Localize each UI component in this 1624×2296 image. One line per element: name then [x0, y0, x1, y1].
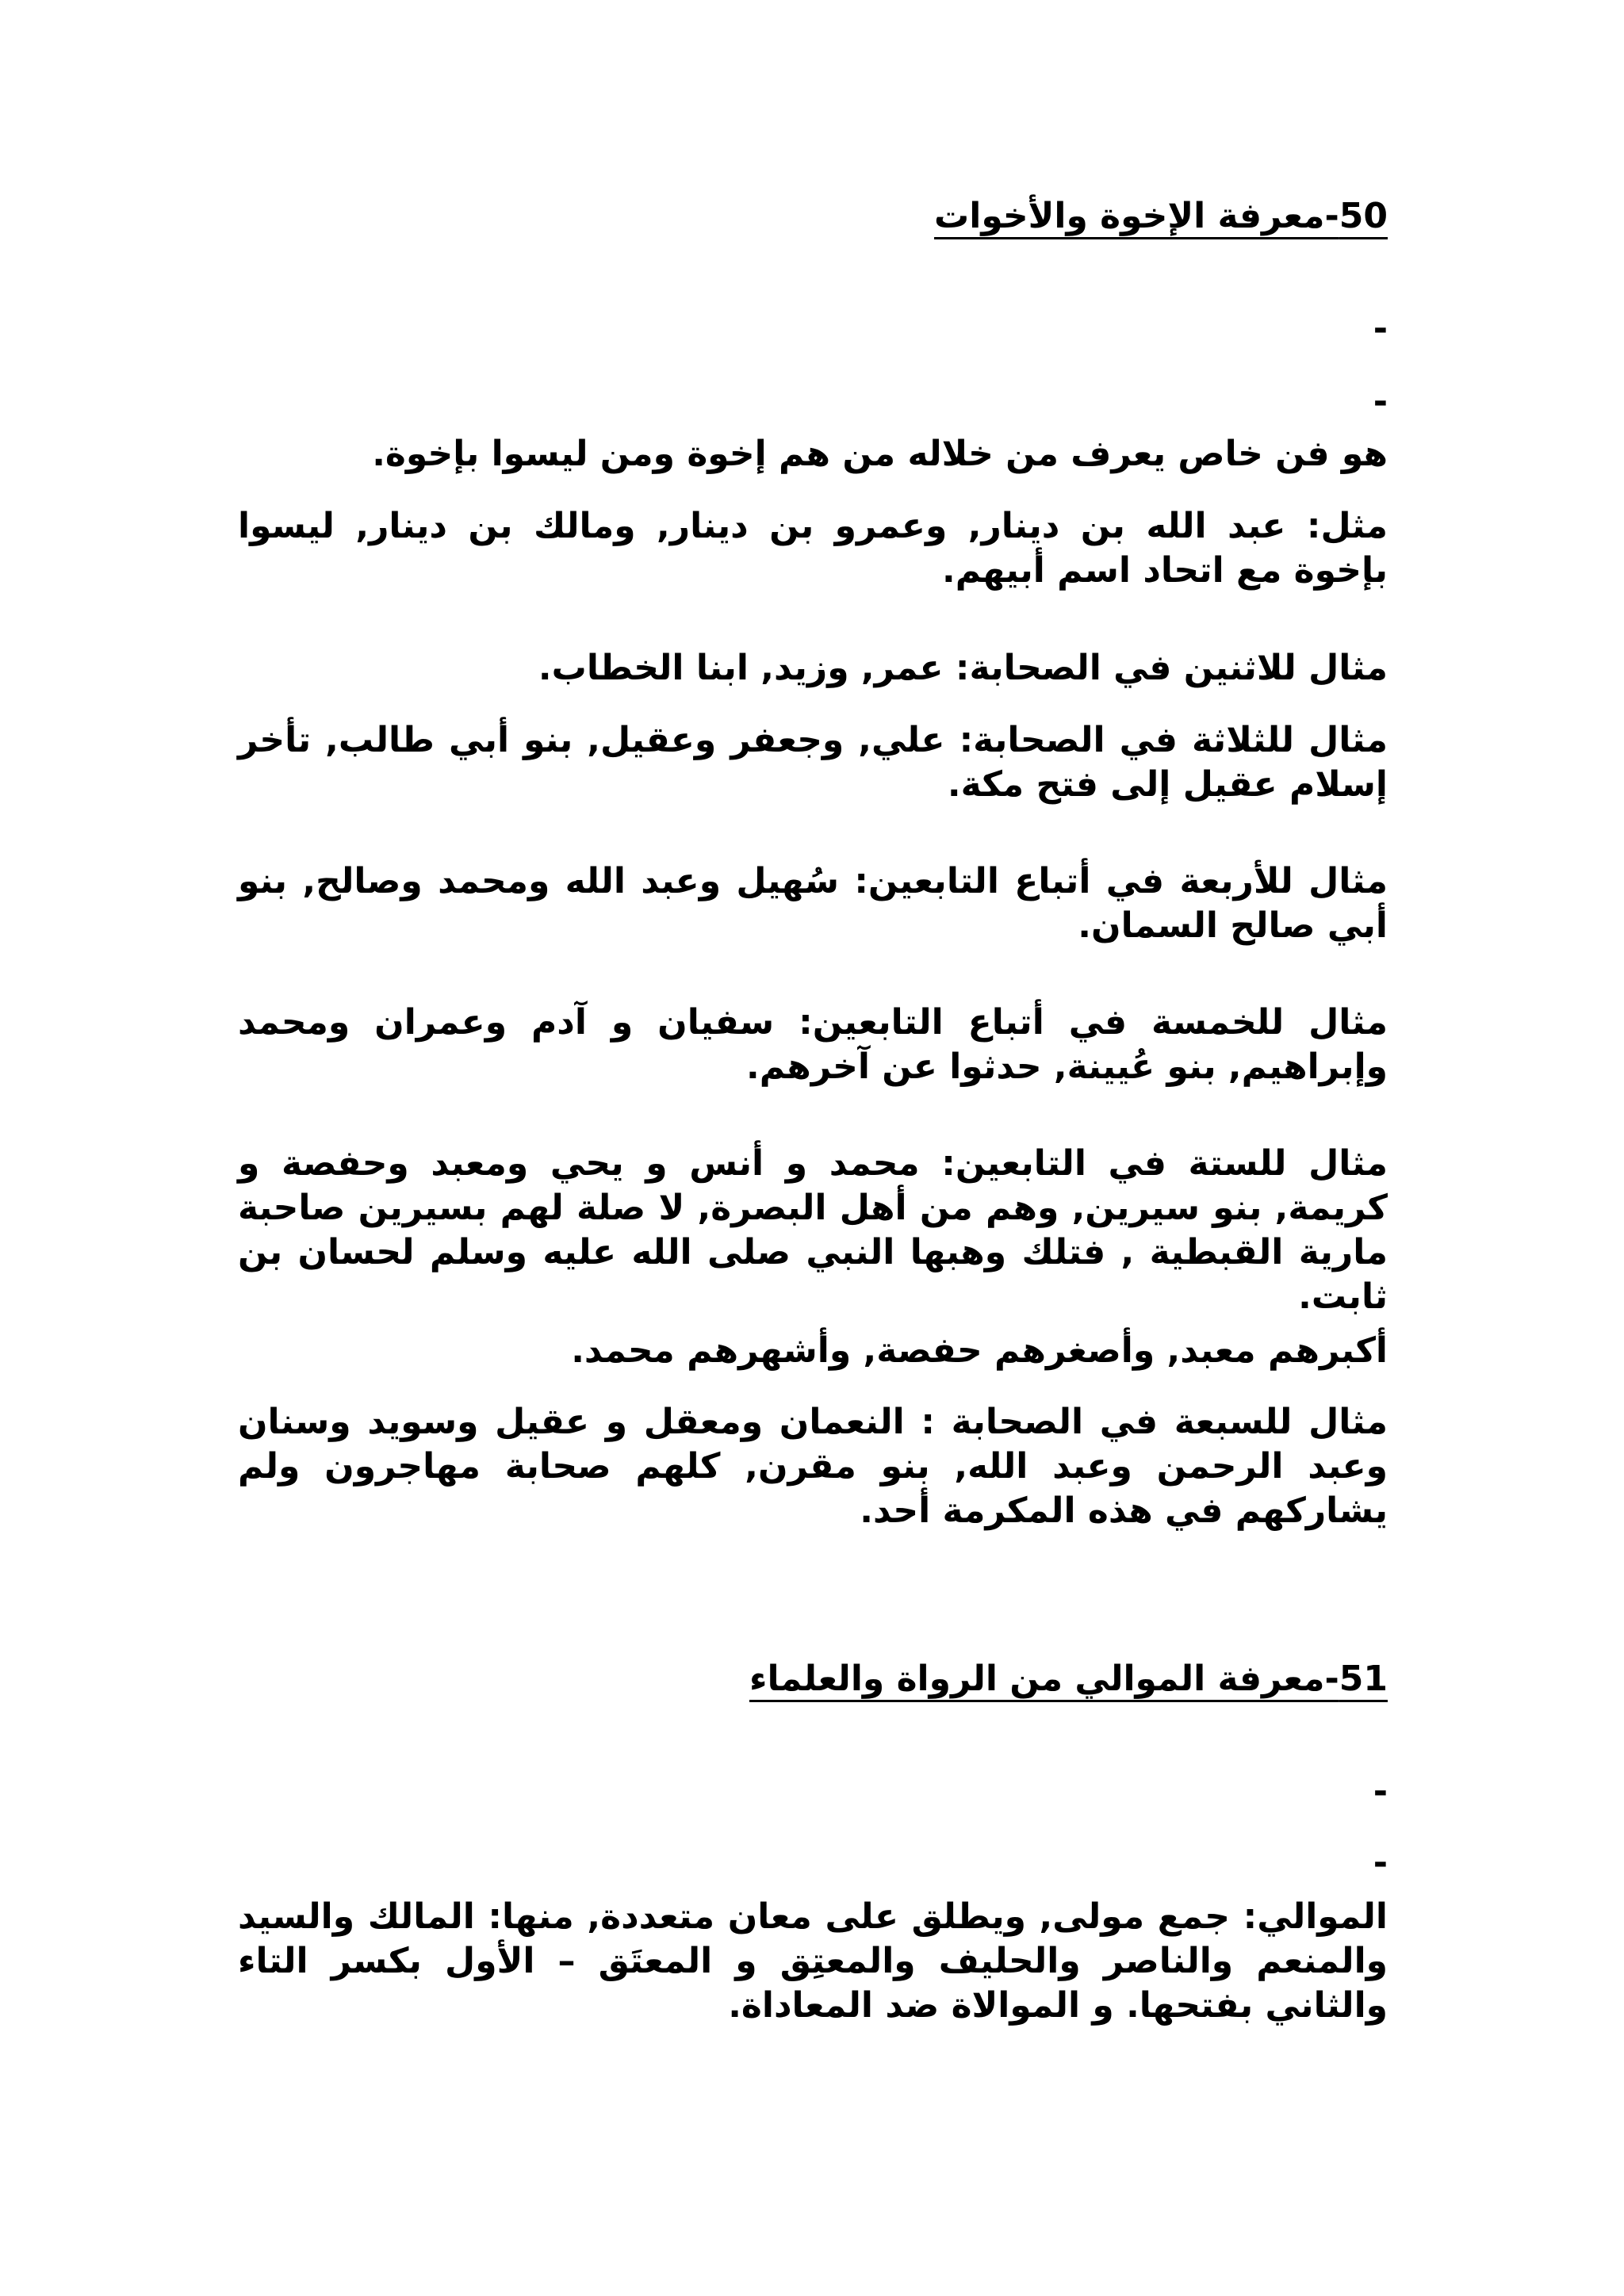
section-51-heading: 51-معرفة الموالي من الرواة والعلماء: [749, 1659, 1388, 1699]
section-50-paragraph-2: مثل: عبد الله بن دينار, وعمرو بن دينار, ومالك بن دينار, ليسوا بإخوة مع اتحاد اسم أبيهم.: [238, 506, 1388, 591]
document-page: [238, 0, 1388, 2296]
section-50-heading: 50-معرفة الإخوة والأخوات: [934, 196, 1388, 236]
section-50-paragraph-1: هو فن خاص يعرف من خلاله من هم إخوة ومن ليسوا بإخوة.: [372, 434, 1388, 474]
section-50-paragraph-5: مثال للأربعة في أتباع التابعين: سُهيل وعبد الله ومحمد وصالح, بنو أبي صالح السمان.: [238, 861, 1388, 946]
section-51-paragraph-1: الموالي: جمع مولى, ويطلق على معان متعددة, منها: المالك والسيد والمنعم والناصر والحليف والمعتِق و المعتَق – الأول بكسر التاء والثاني بفتحها. و الموالاة ضد المعاداة.: [238, 1896, 1388, 2026]
section-50-paragraph-6: مثال للخمسة في أتباع التابعين: سفيان و آدم وعمران ومحمد وإبراهيم, بنو عُيينة, حدثوا عن آخرهم.: [238, 1002, 1388, 1087]
section-50-paragraph-9: مثال للسبعة في الصحابة : النعمان ومعقل و عقيل وسويد وسنان وعبد الرحمن وعبد الله, بنو مقرن, كلهم صحابة مهاجرون ولم يشاركهم في هذه المكرمة أحد.: [238, 1402, 1388, 1531]
section-50-dash-2: -: [1373, 381, 1388, 422]
section-50-dash-1: -: [1373, 308, 1388, 349]
section-50-paragraph-4: مثال للثلاثة في الصحابة: علي, وجعفر وعقيل, بنو أبي طالب, تأخر إسلام عقيل إلى فتح مكة.: [238, 720, 1388, 805]
section-50-paragraph-7: مثال للستة في التابعين: محمد و أنس و يحي ومعبد وحفصة و كريمة, بنو سيرين, وهم من أهل البصرة, لا صلة لهم بسيرين صاحبة مارية القبطية , فتلك وهبها النبي صلى الله عليه وسلم لحسان بن ثابت.: [238, 1143, 1388, 1317]
section-51-dash-1: -: [1373, 1771, 1388, 1812]
section-50-paragraph-3: مثال للاثنين في الصحابة: عمر, وزيد, ابنا الخطاب.: [538, 648, 1388, 688]
section-51-dash-2: -: [1373, 1843, 1388, 1883]
section-50-paragraph-8: أكبرهم معبد, وأصغرهم حفصة, وأشهرهم محمد.: [571, 1330, 1388, 1371]
